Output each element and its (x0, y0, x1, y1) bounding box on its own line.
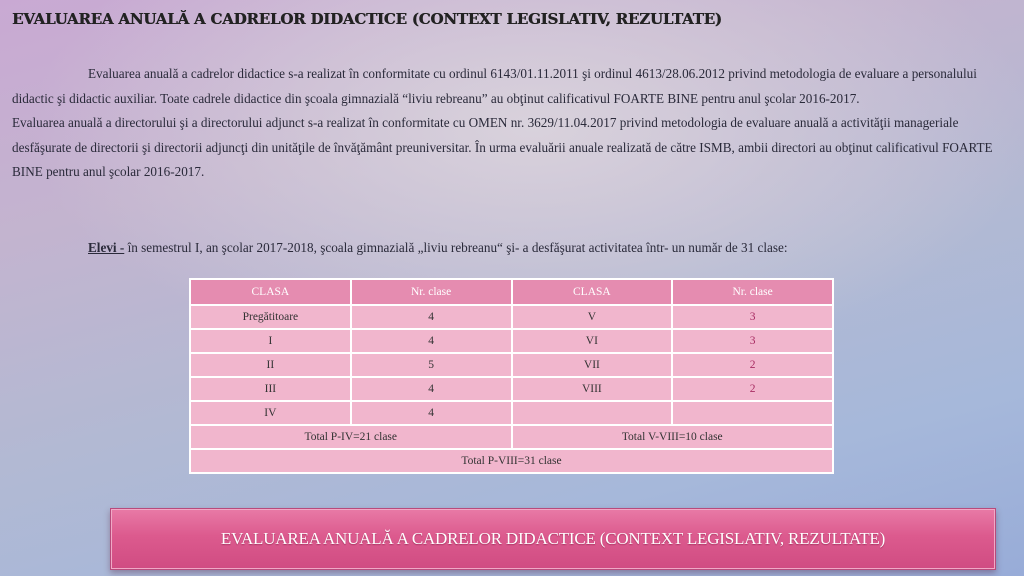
table-cell: 4 (351, 305, 512, 329)
table-cell: 4 (351, 401, 512, 425)
table-cell: VI (512, 329, 673, 353)
grand-total-cell: Total P-VIII=31 clase (190, 449, 833, 473)
body-text (12, 62, 1012, 185)
table-cell: 4 (351, 329, 512, 353)
table-cell: 3 (672, 329, 833, 353)
table-cell: 2 (672, 353, 833, 377)
paragraph-teachers-evaluation: Evaluarea anuală a cadrelor didactice s-a realizat în conformitate cu ordinul 6143/01.11.2011 şi ordinul 4613/28.06.2012 privind metodologia de evaluare a personalului didactic şi didactic auxiliar. Toate cadrele didactice din şcoala gimnazială “liviu rebreanu” au obţinut calificativul FOARTE BINE pentru anul şcolar 2016-2017. (12, 66, 977, 106)
table-row (190, 377, 833, 401)
students-text: în semestrul I, an şcolar 2017-2018, şcoala gimnazială „liviu rebreanu“ şi- a desfăşurat activitatea într- un număr de 31 clase: (124, 240, 788, 255)
table-row (190, 401, 833, 425)
table-cell: III (190, 377, 351, 401)
table-cell: VIII (512, 377, 673, 401)
table-row (190, 305, 833, 329)
table-cell (512, 401, 673, 425)
table-cell: 3 (672, 305, 833, 329)
paragraph-directors-evaluation: Evaluarea anuală a directorului şi a directorului adjunct s-a realizat în conformitate cu OMEN nr. 3629/11.04.2017 privind metodologia de evaluare anuală a activităţii manageriale desfăşurate de directorii şi directorii adjuncţi din unităţile de învăţământ preuniversitar. În urma evaluării anuale realizată de către ISMB, ambii directori au obţinut calificativul FOARTE BINE pentru anul şcolar 2016-2017. (12, 115, 993, 180)
table-cell: I (190, 329, 351, 353)
table-cell (672, 401, 833, 425)
subtotal-right-cell: Total V-VIII=10 clase (512, 425, 834, 449)
footer-banner (110, 508, 996, 570)
banner-title: EVALUAREA ANUALĂ A CADRELOR DIDACTICE (CONTEXT LEGISLATIV, REZULTATE) (220, 529, 886, 548)
header-cell: CLASA (190, 279, 351, 305)
table-cell: IV (190, 401, 351, 425)
table-cell: 4 (351, 377, 512, 401)
students-paragraph (88, 236, 1008, 260)
table-header-row (190, 279, 833, 305)
subtotal-left-cell: Total P-IV=21 clase (190, 425, 512, 449)
table-cell: II (190, 353, 351, 377)
header-cell: CLASA (512, 279, 673, 305)
table-cell: V (512, 305, 673, 329)
table-row (190, 329, 833, 353)
table-row (190, 353, 833, 377)
page-heading: EVALUAREA ANUALĂ A CADRELOR DIDACTICE (CONTEXT LEGISLATIV, REZULTATE) (12, 10, 722, 28)
table-subtotal-row (190, 425, 833, 449)
table-cell: Pregătitoare (190, 305, 351, 329)
table-cell: VII (512, 353, 673, 377)
classes-table (189, 278, 834, 474)
table-grand-total-row (190, 449, 833, 473)
table-cell: 5 (351, 353, 512, 377)
header-cell: Nr. clase (351, 279, 512, 305)
students-label: Elevi - (88, 240, 125, 255)
table-cell: 2 (672, 377, 833, 401)
header-cell: Nr. clase (672, 279, 833, 305)
